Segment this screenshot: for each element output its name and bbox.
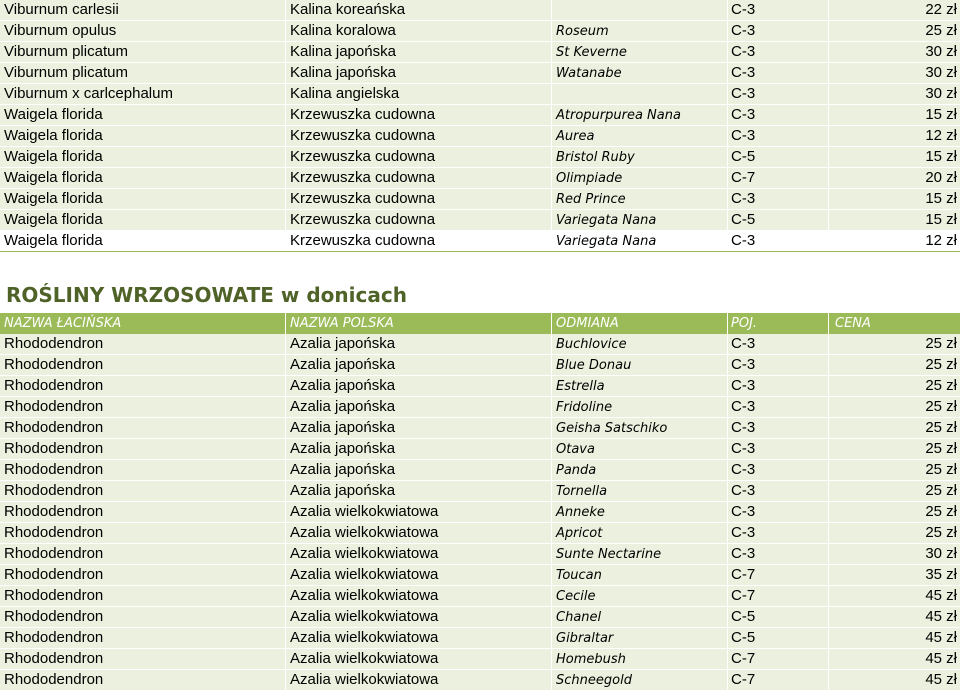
variety-cell: St Keverne: [552, 42, 728, 62]
variety-cell: Fridoline: [552, 397, 728, 417]
table-row: [0, 418, 960, 439]
container-size-cell: C-5: [728, 147, 829, 167]
table-row: [0, 649, 960, 670]
price-cell: 25 zł: [925, 419, 957, 436]
variety-cell: Toucan: [552, 565, 728, 585]
polish-name-cell: Kalina japońska: [286, 63, 552, 83]
variety-cell: Tornella: [552, 481, 728, 501]
price-cell: 25 zł: [925, 356, 957, 373]
latin-name-cell: Rhododendron: [0, 397, 286, 417]
price-cell: 25 zł: [925, 503, 957, 520]
latin-name-cell: Rhododendron: [0, 565, 286, 585]
price-cell: 25 zł: [925, 524, 957, 541]
container-size-cell: C-3: [728, 84, 829, 104]
container-size-cell: C-3: [728, 0, 829, 20]
polish-name-cell: Azalia japońska: [286, 481, 552, 501]
variety-cell: Variegata Nana: [552, 210, 728, 230]
price-cell: 12 zł: [925, 127, 957, 144]
latin-name-cell: Rhododendron: [0, 670, 286, 690]
table-row: [0, 586, 960, 607]
table-row: [0, 502, 960, 523]
polish-name-cell: Azalia wielkokwiatowa: [286, 607, 552, 627]
table-row: [0, 607, 960, 628]
price-cell: 45 zł: [925, 650, 957, 667]
polish-name-cell: Kalina koreańska: [286, 0, 552, 20]
polish-name-cell: Krzewuszka cudowna: [286, 189, 552, 209]
table-row: [0, 147, 960, 168]
table-row: [0, 334, 960, 355]
polish-name-cell: Azalia wielkokwiatowa: [286, 523, 552, 543]
table-row: [0, 168, 960, 189]
container-size-cell: C-3: [728, 397, 829, 417]
container-size-cell: C-5: [728, 210, 829, 230]
latin-name-cell: Rhododendron: [0, 523, 286, 543]
polish-name-cell: Krzewuszka cudowna: [286, 105, 552, 125]
section-title: ROŚLINY WRZOSOWATE w donicach: [6, 283, 407, 307]
container-size-cell: C-7: [728, 586, 829, 606]
latin-name-cell: Waigela florida: [0, 168, 286, 188]
container-size-cell: C-3: [728, 502, 829, 522]
price-cell: 15 zł: [925, 148, 957, 165]
container-size-cell: C-3: [728, 189, 829, 209]
latin-name-cell: Rhododendron: [0, 628, 286, 648]
price-cell: 25 zł: [925, 461, 957, 478]
polish-name-cell: Azalia wielkokwiatowa: [286, 544, 552, 564]
table-row: [0, 84, 960, 105]
latin-name-cell: Viburnum x carlcephalum: [0, 84, 286, 104]
variety-cell: Sunte Nectarine: [552, 544, 728, 564]
latin-name-cell: Viburnum plicatum: [0, 42, 286, 62]
polish-name-cell: Krzewuszka cudowna: [286, 168, 552, 188]
table-row: [0, 355, 960, 376]
table-row: [0, 523, 960, 544]
variety-cell: Geisha Satschiko: [552, 418, 728, 438]
table-row: [0, 105, 960, 126]
latin-name-cell: Rhododendron: [0, 586, 286, 606]
variety-cell: Watanabe: [552, 63, 728, 83]
variety-cell: [552, 0, 728, 20]
plant-table-continued: [0, 0, 960, 252]
price-cell: 30 zł: [925, 43, 957, 60]
variety-cell: Panda: [552, 460, 728, 480]
polish-name-cell: Azalia japońska: [286, 355, 552, 375]
table-row: [0, 670, 960, 691]
container-size-cell: C-3: [728, 481, 829, 501]
table-row: [0, 628, 960, 649]
latin-name-cell: Waigela florida: [0, 105, 286, 125]
latin-name-cell: Viburnum plicatum: [0, 63, 286, 83]
variety-cell: Apricot: [552, 523, 728, 543]
variety-cell: Gibraltar: [552, 628, 728, 648]
table-row: [0, 63, 960, 84]
polish-name-cell: Kalina angielska: [286, 84, 552, 104]
price-cell: 45 zł: [925, 671, 957, 688]
latin-name-cell: Rhododendron: [0, 439, 286, 459]
header-polish-name: NAZWA POLSKA: [286, 313, 552, 334]
polish-name-cell: Azalia wielkokwiatowa: [286, 565, 552, 585]
variety-cell: Blue Donau: [552, 355, 728, 375]
price-cell: 30 zł: [925, 85, 957, 102]
container-size-cell: C-3: [728, 21, 829, 41]
polish-name-cell: Azalia japońska: [286, 418, 552, 438]
price-cell: 20 zł: [925, 169, 957, 186]
container-size-cell: C-3: [728, 460, 829, 480]
price-cell: 35 zł: [925, 566, 957, 583]
price-cell: 25 zł: [925, 377, 957, 394]
variety-cell: Otava: [552, 439, 728, 459]
price-cell: 25 zł: [925, 482, 957, 499]
table-row: [0, 544, 960, 565]
table-row: [0, 397, 960, 418]
latin-name-cell: Viburnum carlesii: [0, 0, 286, 20]
variety-cell: Aurea: [552, 126, 728, 146]
polish-name-cell: Kalina koralowa: [286, 21, 552, 41]
table-row: [0, 42, 960, 63]
table-row: [0, 126, 960, 147]
container-size-cell: C-3: [728, 439, 829, 459]
price-cell: 30 zł: [925, 545, 957, 562]
price-cell: 12 zł: [925, 232, 957, 249]
polish-name-cell: Azalia wielkokwiatowa: [286, 649, 552, 669]
container-size-cell: C-3: [728, 231, 829, 251]
container-size-cell: C-3: [728, 418, 829, 438]
latin-name-cell: Rhododendron: [0, 502, 286, 522]
price-cell: 25 zł: [925, 335, 957, 352]
latin-name-cell: Rhododendron: [0, 334, 286, 354]
variety-cell: Cecile: [552, 586, 728, 606]
price-cell: 45 zł: [925, 629, 957, 646]
polish-name-cell: Krzewuszka cudowna: [286, 147, 552, 167]
container-size-cell: C-7: [728, 670, 829, 690]
polish-name-cell: Krzewuszka cudowna: [286, 210, 552, 230]
variety-cell: Estrella: [552, 376, 728, 396]
variety-cell: Buchlovice: [552, 334, 728, 354]
table-row: [0, 439, 960, 460]
price-cell: 15 zł: [925, 211, 957, 228]
price-cell: 30 zł: [925, 64, 957, 81]
price-cell: 15 zł: [925, 190, 957, 207]
polish-name-cell: Azalia wielkokwiatowa: [286, 586, 552, 606]
table-row: [0, 210, 960, 231]
variety-cell: Schneegold: [552, 670, 728, 690]
container-size-cell: C-5: [728, 607, 829, 627]
variety-cell: Olimpiade: [552, 168, 728, 188]
polish-name-cell: Azalia wielkokwiatowa: [286, 670, 552, 690]
variety-cell: [552, 84, 728, 104]
variety-cell: Bristol Ruby: [552, 147, 728, 167]
table-row: [0, 189, 960, 210]
variety-cell: Atropurpurea Nana: [552, 105, 728, 125]
polish-name-cell: Azalia japońska: [286, 334, 552, 354]
table-row: [0, 0, 960, 21]
latin-name-cell: Waigela florida: [0, 126, 286, 146]
polish-name-cell: Azalia japońska: [286, 376, 552, 396]
container-size-cell: C-3: [728, 105, 829, 125]
container-size-cell: C-3: [728, 355, 829, 375]
container-size-cell: C-3: [728, 42, 829, 62]
header-variety: ODMIANA: [552, 313, 728, 334]
table-row: [0, 231, 960, 252]
variety-cell: Homebush: [552, 649, 728, 669]
latin-name-cell: Waigela florida: [0, 231, 286, 251]
price-cell: 25 zł: [925, 22, 957, 39]
table-header-row: [0, 313, 960, 334]
container-size-cell: C-7: [728, 168, 829, 188]
heather-plants-table: [0, 313, 960, 691]
latin-name-cell: Rhododendron: [0, 544, 286, 564]
container-size-cell: C-7: [728, 565, 829, 585]
variety-cell: Chanel: [552, 607, 728, 627]
latin-name-cell: Waigela florida: [0, 210, 286, 230]
container-size-cell: C-3: [728, 126, 829, 146]
table-row: [0, 21, 960, 42]
price-cell: 45 zł: [925, 587, 957, 604]
header-latin-name: NAZWA ŁACIŃSKA: [0, 313, 286, 334]
latin-name-cell: Waigela florida: [0, 147, 286, 167]
polish-name-cell: Azalia japońska: [286, 397, 552, 417]
container-size-cell: C-3: [728, 334, 829, 354]
latin-name-cell: Rhododendron: [0, 481, 286, 501]
polish-name-cell: Krzewuszka cudowna: [286, 231, 552, 251]
latin-name-cell: Rhododendron: [0, 607, 286, 627]
price-cell: 45 zł: [925, 608, 957, 625]
container-size-cell: C-3: [728, 544, 829, 564]
table-body: [0, 0, 960, 252]
latin-name-cell: Waigela florida: [0, 189, 286, 209]
variety-cell: Variegata Nana: [552, 231, 728, 251]
table-row: [0, 565, 960, 586]
latin-name-cell: Rhododendron: [0, 376, 286, 396]
table-row: [0, 460, 960, 481]
polish-name-cell: Krzewuszka cudowna: [286, 126, 552, 146]
header-price: CENA: [835, 316, 871, 331]
price-cell: 25 zł: [925, 398, 957, 415]
polish-name-cell: Azalia wielkokwiatowa: [286, 502, 552, 522]
table-body: [0, 334, 960, 691]
price-cell: 25 zł: [925, 440, 957, 457]
variety-cell: Anneke: [552, 502, 728, 522]
table-row: [0, 376, 960, 397]
container-size-cell: C-5: [728, 628, 829, 648]
price-cell: 15 zł: [925, 106, 957, 123]
table-row: [0, 481, 960, 502]
variety-cell: Roseum: [552, 21, 728, 41]
polish-name-cell: Azalia japońska: [286, 460, 552, 480]
price-cell: 22 zł: [925, 1, 957, 18]
container-size-cell: C-3: [728, 523, 829, 543]
latin-name-cell: Rhododendron: [0, 460, 286, 480]
container-size-cell: C-3: [728, 376, 829, 396]
latin-name-cell: Rhododendron: [0, 418, 286, 438]
container-size-cell: C-3: [728, 63, 829, 83]
polish-name-cell: Azalia wielkokwiatowa: [286, 628, 552, 648]
latin-name-cell: Rhododendron: [0, 355, 286, 375]
latin-name-cell: Viburnum opulus: [0, 21, 286, 41]
container-size-cell: C-7: [728, 649, 829, 669]
polish-name-cell: Kalina japońska: [286, 42, 552, 62]
header-container-size: POJ.: [728, 313, 829, 334]
polish-name-cell: Azalia japońska: [286, 439, 552, 459]
latin-name-cell: Rhododendron: [0, 649, 286, 669]
variety-cell: Red Prince: [552, 189, 728, 209]
